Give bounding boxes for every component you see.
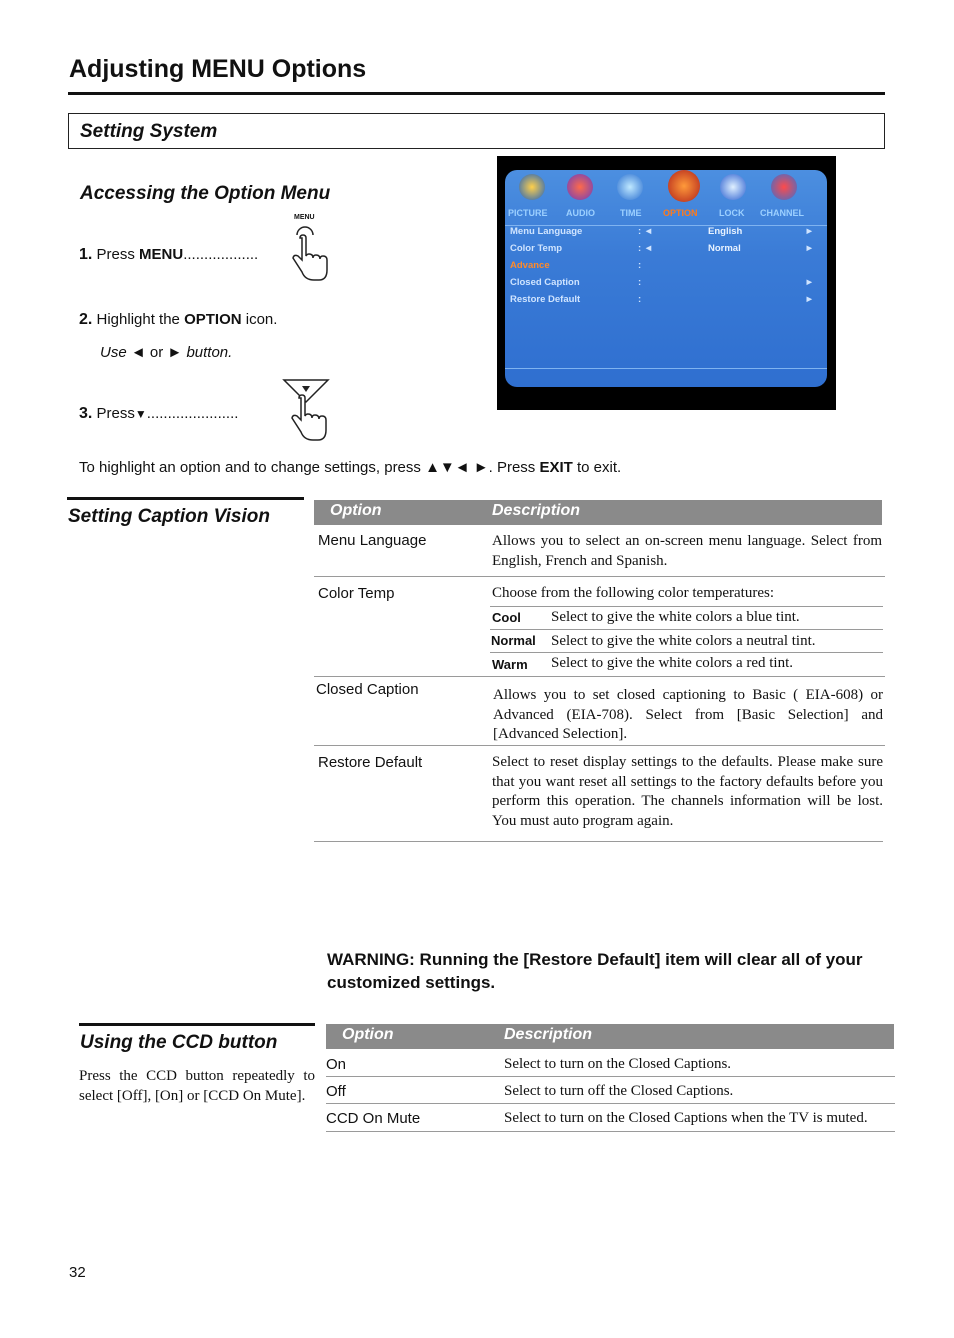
caption-col-description: Description bbox=[492, 502, 581, 519]
right-arrow-icon: ► bbox=[167, 344, 183, 361]
row-color-temp-option: Color Temp bbox=[318, 585, 395, 602]
row-closed-caption-description: Allows you to set closed captioning to Basic ( EIA-608) or Advanced (EIA-708). Select from [Basic Selection] and [Advanced Selection]. bbox=[493, 687, 883, 742]
caption-col-option: Option bbox=[330, 502, 382, 519]
audio-icon bbox=[567, 174, 593, 200]
sub-normal-text: Select to give the white colors a neutral tint. bbox=[551, 633, 816, 649]
tv-row-restore-default[interactable]: Restore Default : ► bbox=[510, 294, 814, 305]
sub-divider bbox=[490, 629, 883, 630]
tv-bottom-line bbox=[505, 368, 827, 369]
ccd-row-on-description: Select to turn on the Closed Captions. bbox=[504, 1056, 732, 1072]
tv-tab-lock[interactable]: LOCK bbox=[719, 208, 745, 218]
sub-warm-text: Select to give the white colors a red tint. bbox=[551, 655, 794, 671]
ccd-rule bbox=[79, 1023, 315, 1026]
sub-divider bbox=[490, 606, 883, 607]
row-divider bbox=[314, 745, 885, 746]
caption-table-header bbox=[314, 500, 882, 525]
step-1: 1. Press MENU.................. bbox=[79, 246, 259, 263]
row-divider bbox=[326, 1103, 895, 1104]
menu-button-caption: MENU bbox=[294, 214, 315, 221]
sub-normal-label: Normal bbox=[491, 633, 536, 648]
channel-icon bbox=[771, 174, 797, 200]
ccd-col-description: Description bbox=[504, 1026, 593, 1043]
row-divider bbox=[314, 576, 885, 577]
title-rule bbox=[68, 92, 885, 95]
option-icon bbox=[668, 170, 700, 202]
ccd-row-on-option: On bbox=[326, 1056, 347, 1073]
ccd-body: Press the CCD button repeatedly to select [Off], [On] or [CCD On Mute]. bbox=[79, 1068, 315, 1104]
ccd-row-off-option: Off bbox=[326, 1083, 346, 1100]
menu-key-label: MENU bbox=[139, 246, 184, 263]
sub-warm-label: Warm bbox=[492, 657, 528, 672]
ccd-row-mute-option: CCD On Mute bbox=[326, 1110, 421, 1127]
tv-tab-option[interactable]: OPTION bbox=[663, 208, 698, 218]
accessing-heading: Accessing the Option Menu bbox=[80, 183, 331, 204]
tv-menu-screenshot bbox=[497, 156, 836, 410]
section-title: Setting System bbox=[80, 121, 218, 142]
hand-press-down-icon bbox=[280, 378, 332, 444]
navigation-note: To highlight an option and to change settings, press ▲▼◄ ►. Press EXIT to exit. bbox=[79, 459, 622, 476]
sub-divider bbox=[490, 652, 883, 653]
exit-key-label: EXIT bbox=[539, 459, 573, 476]
row-menu-language-option: Menu Language bbox=[318, 532, 427, 549]
tv-row-advance[interactable]: Advance : bbox=[510, 260, 642, 271]
down-arrow-icon: ▼ bbox=[134, 407, 147, 421]
option-key-label: OPTION bbox=[184, 311, 242, 328]
picture-icon bbox=[519, 174, 545, 200]
hand-press-menu-icon bbox=[288, 222, 332, 284]
sub-cool-label: Cool bbox=[492, 610, 521, 625]
tv-row-closed-caption[interactable]: Closed Caption : ► bbox=[510, 277, 814, 288]
page-title: Adjusting MENU Options bbox=[69, 55, 367, 83]
restore-default-warning: WARNING: Running the [Restore Default] item will clear all of your customized settings. bbox=[327, 950, 863, 992]
step-2-use: Use ◄ or ► button. bbox=[100, 344, 233, 361]
row-restore-default-description: Select to reset display settings to the defaults. Please make sure that you want reset all settings to the factory defaults before you perform this operation. The channels information will be lost. You must auto program again. bbox=[492, 754, 883, 829]
sub-cool-text: Select to give the white colors a blue tint. bbox=[551, 609, 800, 625]
left-arrow-icon: ◄ bbox=[130, 344, 146, 361]
time-icon bbox=[617, 174, 643, 200]
row-divider bbox=[326, 1076, 895, 1077]
table-bottom-rule bbox=[314, 841, 883, 842]
tv-row-menu-language[interactable]: Menu Language : ◄ English ► bbox=[510, 226, 814, 237]
lock-icon bbox=[720, 174, 746, 200]
caption-vision-heading: Setting Caption Vision bbox=[68, 506, 270, 527]
row-divider bbox=[314, 676, 885, 677]
tv-menu-screen bbox=[505, 170, 827, 387]
tv-tab-channel[interactable]: CHANNEL bbox=[760, 208, 804, 218]
page-number: 32 bbox=[69, 1264, 86, 1281]
ccd-table-header bbox=[326, 1024, 894, 1049]
step-2: 2. Highlight the OPTION icon. bbox=[79, 311, 278, 328]
row-color-temp-description: Choose from the following color temperatures: bbox=[492, 585, 775, 601]
tv-tab-audio[interactable]: AUDIO bbox=[566, 208, 595, 218]
row-divider bbox=[326, 1131, 895, 1132]
row-closed-caption-option: Closed Caption bbox=[316, 681, 419, 698]
step-3: 3. Press▼...................... bbox=[79, 405, 239, 422]
caption-vision-rule bbox=[67, 497, 304, 500]
tv-tab-time[interactable]: TIME bbox=[620, 208, 642, 218]
ccd-heading: Using the CCD button bbox=[80, 1032, 278, 1053]
tv-tab-picture[interactable]: PICTURE bbox=[508, 208, 548, 218]
ccd-row-mute-description: Select to turn on the Closed Captions when the TV is muted. bbox=[504, 1110, 868, 1126]
section-header-box bbox=[68, 113, 885, 149]
row-menu-language-description: Allows you to select an on-screen menu language. Select from English, French and Spanish. bbox=[492, 533, 882, 569]
row-restore-default-option: Restore Default bbox=[318, 754, 423, 771]
ccd-row-off-description: Select to turn off the Closed Captions. bbox=[504, 1083, 734, 1099]
tv-row-color-temp[interactable]: Color Temp : ◄ Normal ► bbox=[510, 243, 814, 254]
ccd-col-option: Option bbox=[342, 1026, 394, 1043]
